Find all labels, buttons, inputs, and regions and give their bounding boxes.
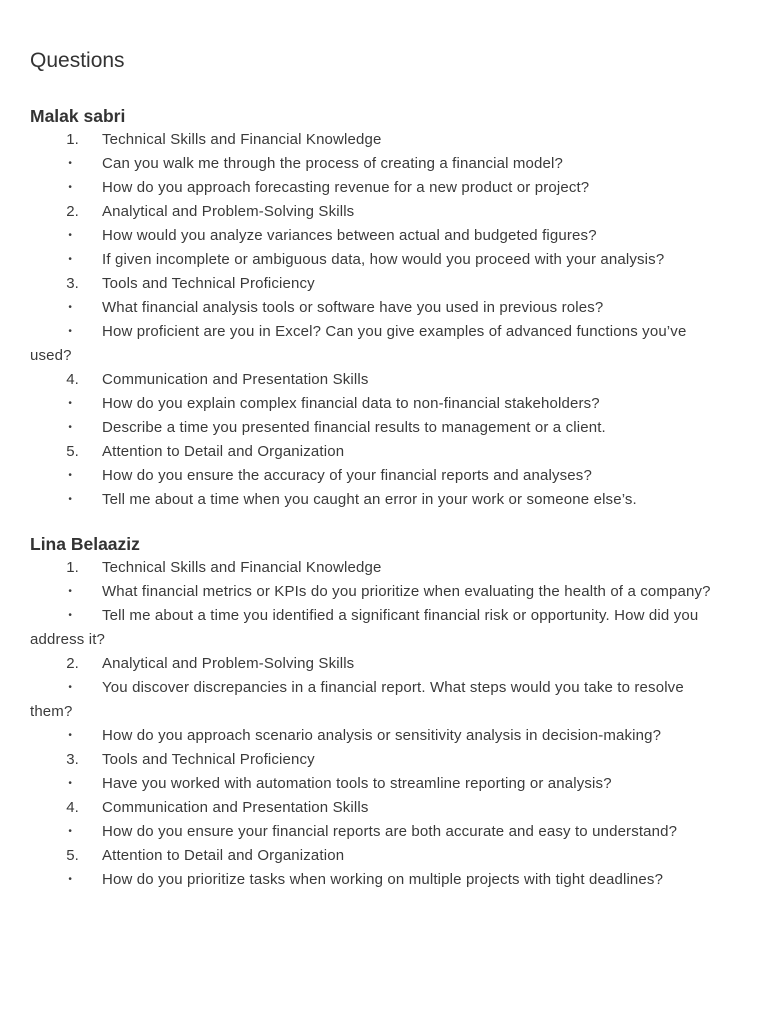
question-text: Can you walk me through the process of creating a financial model? [102,155,563,172]
category-heading [30,128,730,152]
question-item [30,176,730,200]
category-heading [30,368,730,392]
candidate-section-malak [30,104,768,512]
bullet-marker: • [68,682,72,693]
question-list [30,128,730,512]
list-number: 2. [66,655,79,672]
question-text: How do you approach scenario analysis or sensitivity analysis in decision-making? [102,727,662,744]
question-text: What financial metrics or KPIs do you prioritize when evaluating the health of a company? [102,583,711,600]
bullet-marker: • [68,610,72,621]
category-text: Technical Skills and Financial Knowledge [102,559,382,576]
question-list [30,556,730,892]
bullet-marker: • [68,182,72,193]
bullet-marker: • [68,302,72,313]
category-text: Tools and Technical Proficiency [102,275,315,292]
candidate-name: Lina Belaaziz [30,534,140,554]
bullet-marker: • [68,778,72,789]
question-item [30,820,730,844]
candidate-section-lina [30,532,768,892]
question-item [30,152,730,176]
question-item [30,248,730,272]
question-text: What financial analysis tools or software have you used in previous roles? [102,299,604,316]
list-number: 5. [66,847,79,864]
question-item [30,416,730,440]
question-text: You discover discrepancies in a financial report. What steps would you take to resolve them? [30,679,684,720]
question-item [30,320,730,368]
category-heading [30,796,730,820]
list-number: 4. [66,799,79,816]
question-text: How do you explain complex financial data to non-financial stakeholders? [102,395,600,412]
question-text: How proficient are you in Excel? Can you give examples of advanced functions you’ve used? [30,323,687,364]
question-item [30,676,730,724]
question-item [30,580,730,604]
question-item [30,488,730,512]
candidate-name: Malak sabri [30,106,126,126]
question-text: How would you analyze variances between actual and budgeted figures? [102,227,597,244]
category-text: Attention to Detail and Organization [102,847,345,864]
category-text: Attention to Detail and Organization [102,443,345,460]
category-heading [30,200,730,224]
bullet-marker: • [68,874,72,885]
category-heading [30,844,730,868]
bullet-marker: • [68,422,72,433]
list-number: 2. [66,203,79,220]
question-item [30,224,730,248]
list-number: 5. [66,443,79,460]
question-item [30,868,730,892]
category-text: Tools and Technical Proficiency [102,751,315,768]
question-item [30,772,730,796]
category-text: Technical Skills and Financial Knowledge [102,131,382,148]
category-heading [30,440,730,464]
bullet-marker: • [68,326,72,337]
bullet-marker: • [68,254,72,265]
question-item [30,296,730,320]
list-number: 3. [66,751,79,768]
bullet-marker: • [68,230,72,241]
bullet-marker: • [68,398,72,409]
list-number: 1. [66,131,79,148]
category-heading [30,652,730,676]
question-text: How do you ensure your financial reports are both accurate and easy to understand? [102,823,678,840]
bullet-marker: • [68,730,72,741]
category-text: Communication and Presentation Skills [102,371,369,388]
question-text: How do you prioritize tasks when working on multiple projects with tight deadlines? [102,871,664,888]
question-item [30,604,730,652]
category-text: Analytical and Problem-Solving Skills [102,655,355,672]
category-heading [30,272,730,296]
bullet-marker: • [68,470,72,481]
list-number: 1. [66,559,79,576]
question-text: If given incomplete or ambiguous data, how would you proceed with your analysis? [102,251,665,268]
bullet-marker: • [68,586,72,597]
bullet-marker: • [68,494,72,505]
list-number: 4. [66,371,79,388]
question-text: Describe a time you presented financial results to management or a client. [102,419,606,436]
bullet-marker: • [68,826,72,837]
category-heading [30,556,730,580]
question-item [30,464,730,488]
category-heading [30,748,730,772]
question-item [30,724,730,748]
question-text: Tell me about a time you identified a significant financial risk or opportunity. How did you address it? [30,607,699,648]
category-text: Communication and Presentation Skills [102,799,369,816]
page-title: Questions [30,49,125,72]
list-number: 3. [66,275,79,292]
question-text: Have you worked with automation tools to streamline reporting or analysis? [102,775,612,792]
category-text: Analytical and Problem-Solving Skills [102,203,355,220]
question-text: Tell me about a time when you caught an error in your work or someone else’s. [102,491,637,508]
question-item [30,392,730,416]
question-text: How do you approach forecasting revenue for a new product or project? [102,179,590,196]
question-text: How do you ensure the accuracy of your financial reports and analyses? [102,467,592,484]
bullet-marker: • [68,158,72,169]
